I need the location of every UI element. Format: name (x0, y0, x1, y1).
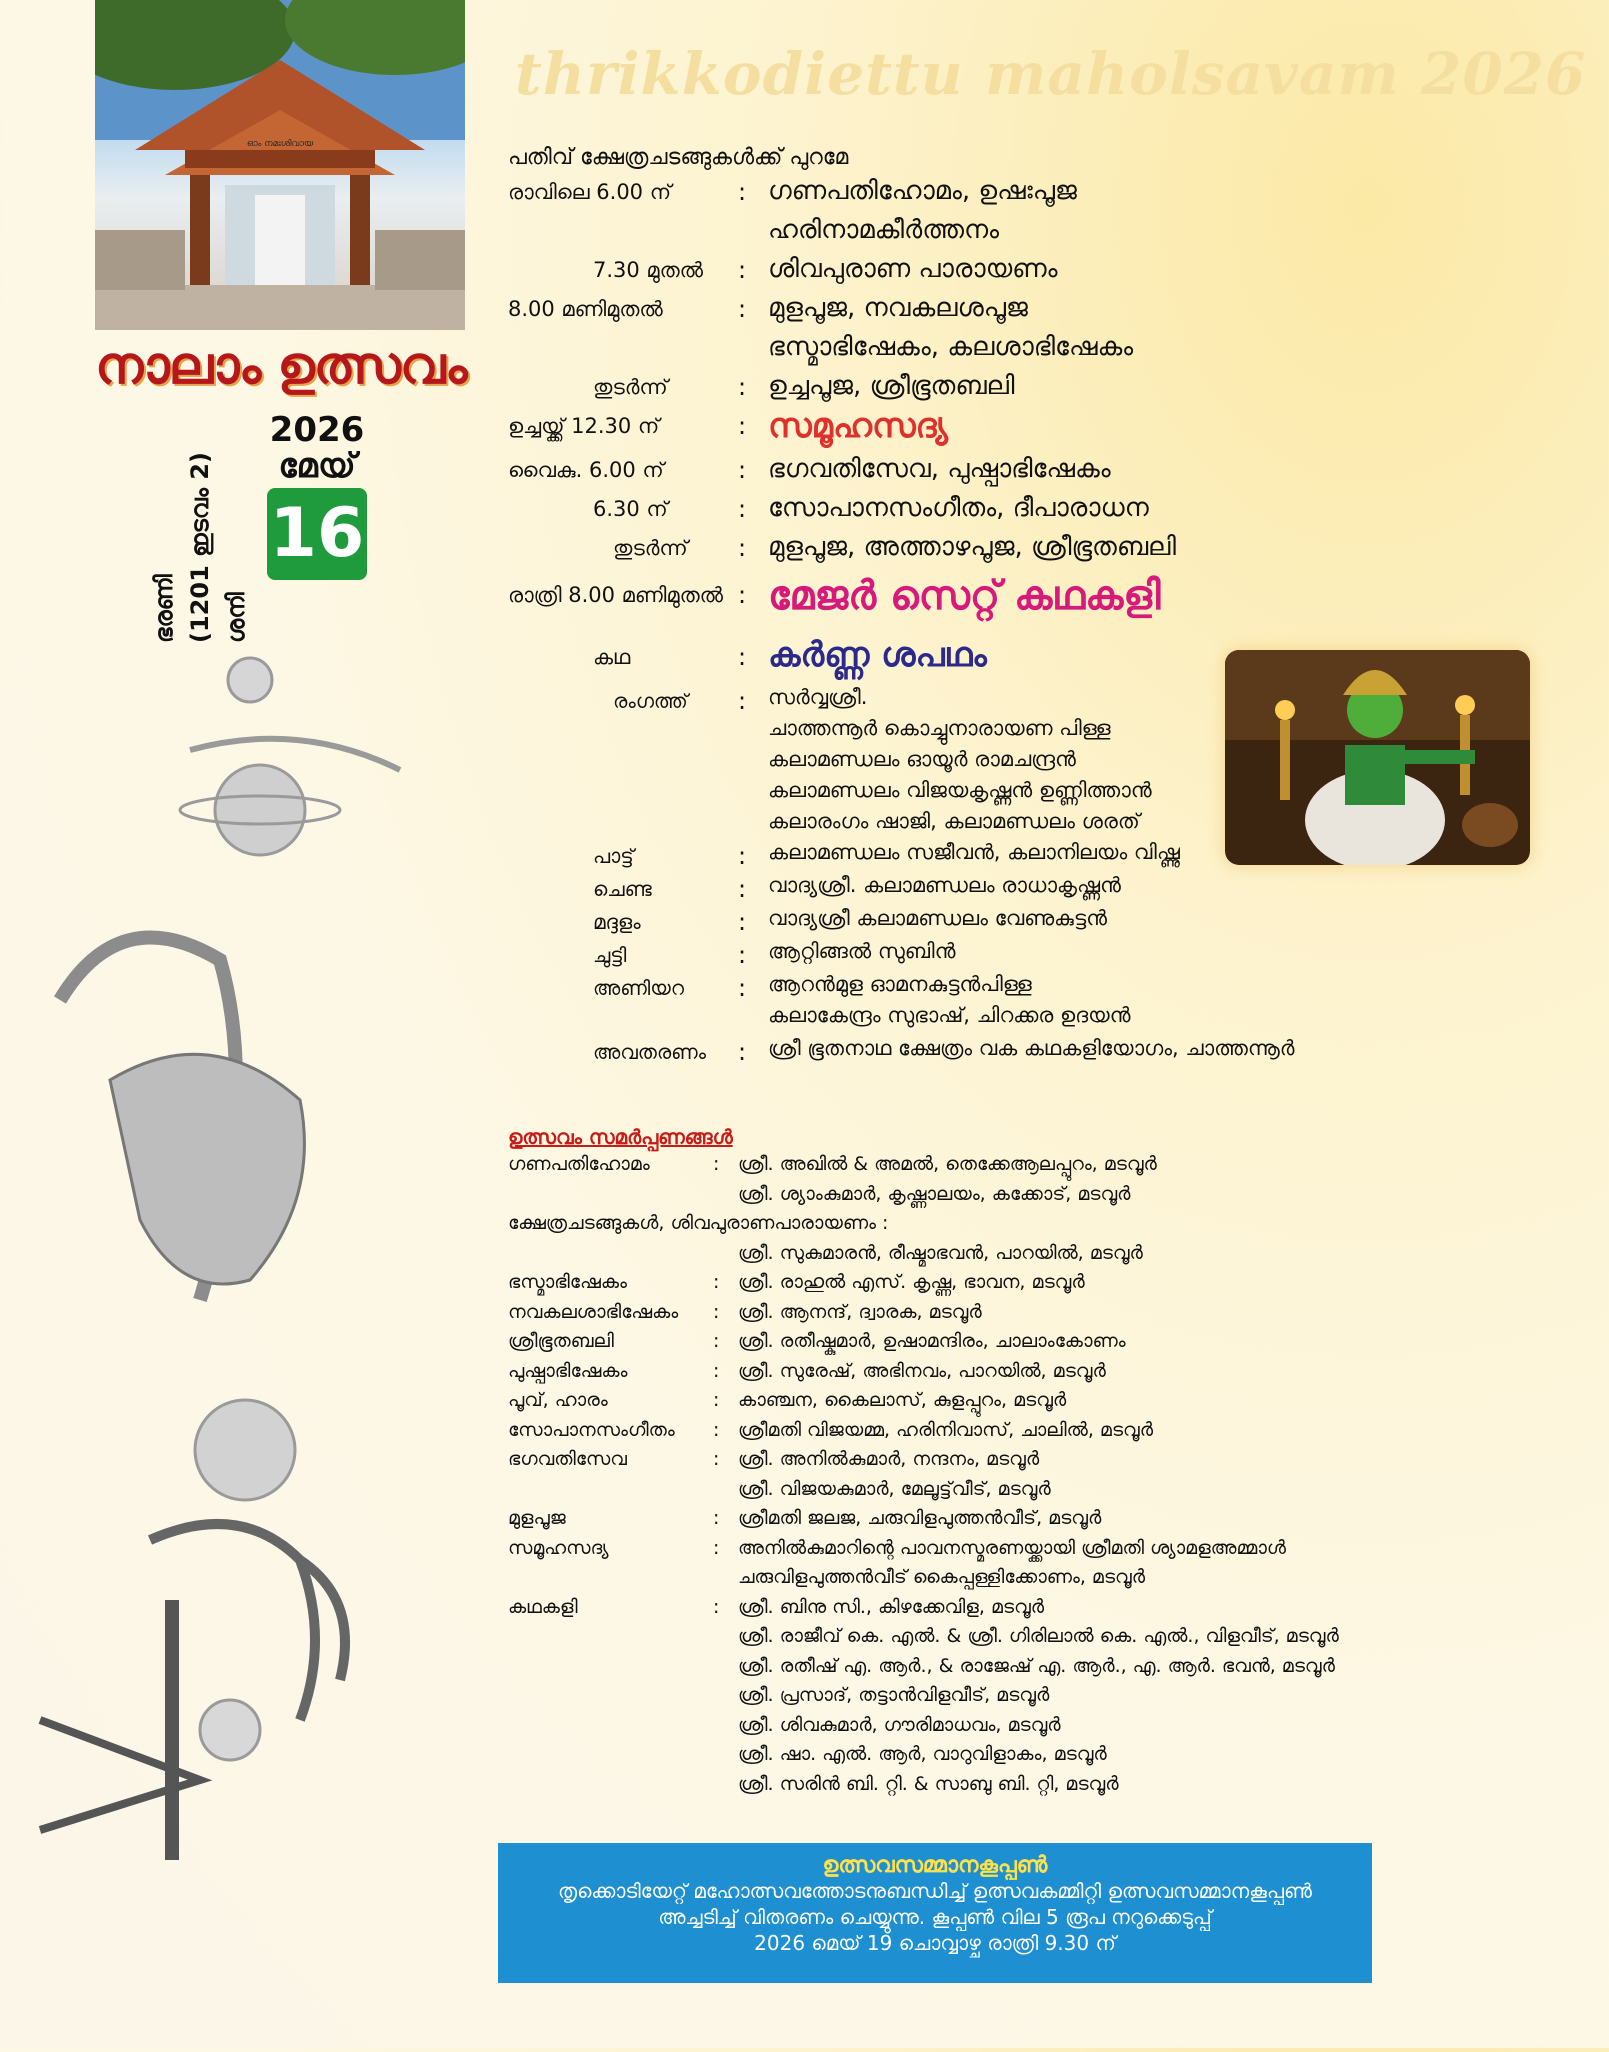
schedule-time: ഉച്ചയ്ക്ക് 12.30 ന് (508, 414, 660, 438)
offering-row (508, 1743, 1408, 1773)
artist-name: കലാകേന്ദ്രം സുഭാഷ്, ചിറക്കര ഉദയൻ (768, 1003, 1131, 1027)
schedule-time: മദ്ദളം (593, 910, 641, 934)
offering-row (508, 1596, 1408, 1626)
coupon-line: 2026 മെയ് 19 ചൊവ്വാഴ്ച രാത്രി 9.30 ന് (754, 1931, 1116, 1955)
schedule-row (508, 493, 1368, 532)
offering-row (508, 1566, 1408, 1596)
offerings-section (508, 1125, 1408, 1802)
schedule-time: തുടർന്ന് (593, 375, 668, 399)
separator: : (738, 178, 747, 206)
separator: : (713, 1330, 720, 1352)
offering-value: ശ്രീ. സുരേഷ്, അഭിനവം, പാറയിൽ, മടവൂർ (738, 1359, 1106, 1382)
separator: : (713, 1271, 720, 1293)
offering-value: ചരുവിളപുത്തൻവീട് കൈപ്പള്ളിക്കോണം, മടവൂർ (738, 1566, 1146, 1588)
separator: : (713, 1536, 720, 1559)
offering-row (508, 1242, 1408, 1272)
star-name: ഭരണി (150, 574, 178, 643)
schedule-time: അവതരണം (593, 1040, 707, 1064)
watermark-text: thrikkodiettu maholsavam 2026 (515, 40, 1587, 108)
schedule-time: രാത്രി 8.00 മണിമുതൽ (508, 583, 724, 607)
schedule-text: ഭഗവതിസേവ, പുഷ്പാഭിഷേകം (768, 454, 1111, 484)
schedule-row (508, 873, 1368, 906)
schedule-time: തുടർന്ന് (613, 536, 688, 560)
schedule-time: അണിയറ (593, 976, 684, 1000)
offering-row (508, 1478, 1408, 1508)
schedule-row (508, 906, 1368, 939)
separator: : (738, 256, 747, 284)
offering-row (508, 1655, 1408, 1685)
schedule-text: മുളപൂജ, അത്താഴപൂജ, ശ്രീഭൂതബലി (768, 532, 1176, 562)
malayalam-calendar-date: (1201 ഇടവം 2) (186, 452, 214, 643)
offering-label: ഗണപതിഹോമം (508, 1153, 650, 1175)
offering-value: ശ്രീ. അഖിൽ & അമൽ, തെക്കേആലപ്പുറം, മടവൂർ (738, 1153, 1157, 1175)
schedule-time: രാവിലെ 6.00 ന് (508, 180, 672, 204)
offering-value: ശ്രീ. ആനന്ദ്, ദ്വാരക, മടവൂർ (738, 1300, 982, 1323)
schedule-text: ഉച്ചപൂജ, ശ്രീഭൂതബലി (768, 371, 1015, 401)
offering-label: പൂവ്, ഹാരം (508, 1389, 608, 1411)
separator: : (713, 1389, 720, 1411)
offering-value: ശ്രീ. രതീഷ് എ. ആർ., & രാജേഷ് എ. ആർ., എ. ആർ. ഭവൻ, മടവൂർ (738, 1654, 1335, 1677)
schedule-row (508, 1003, 1368, 1036)
sadya-highlight: സമൂഹസദ്യ (768, 406, 948, 446)
schedule-row (508, 532, 1368, 571)
prize-coupon-box (498, 1843, 1372, 1983)
offering-label: കഥകളി (508, 1595, 578, 1618)
coupon-line: തൃക്കൊടിയേറ്റ് മഹോത്സവത്തോടനുബന്ധിച്ച് ഉത്സവകമ്മിറ്റി ഉത്സവസമ്മാനകൂപ്പൺ (558, 1879, 1312, 1903)
offerings-heading: ഉത്സവം സമർപ്പണങ്ങൾ (508, 1125, 733, 1149)
date-year: 2026 (269, 410, 365, 450)
separator: : (713, 1507, 720, 1529)
artist-name: കലാരംഗം ഷാജി, കലാമണ്ഡലം ശരത് (768, 809, 1140, 833)
program-schedule (508, 145, 1368, 1069)
offering-row (508, 1301, 1408, 1331)
offering-value: ശ്രീ. അനിൽകുമാർ, നന്ദനം, മടവൂർ (738, 1448, 1040, 1470)
temple-gate-image (95, 0, 465, 330)
separator: : (738, 643, 747, 671)
offering-label: പുഷ്പാഭിഷേകം (508, 1359, 628, 1382)
schedule-heading: പതിവ് ക്ഷേത്രചടങ്ങുകൾക്ക് പുറമേ (508, 145, 849, 170)
offering-label: ക്ഷേത്രചടങ്ങുകൾ, ശിവപുരാണപാരായണം : (508, 1212, 889, 1234)
offering-row (508, 1773, 1408, 1803)
offering-value: ശ്രീമതി വിജയമ്മ, ഹരിനിവാസ്, ചാലിൽ, മടവൂർ (738, 1418, 1154, 1441)
schedule-time: ചുട്ടി (593, 943, 627, 967)
schedule-row (508, 293, 1368, 332)
artist-name: ചാത്തന്നൂർ കൊച്ചുനാരായണ പിള്ള (768, 716, 1111, 740)
schedule-text: മുളപൂജ, നവകലശപൂജ (768, 293, 1028, 323)
offering-value: ശ്രീ. ബിനു സി., കിഴക്കേവിള, മടവൂർ (738, 1595, 1045, 1618)
offering-value: അനിൽകുമാറിന്റെ പാവനസ്മരണയ്ക്കായി ശ്രീമതി ശ്യാമളഅമ്മാൾ (738, 1536, 1286, 1559)
offering-value: ശ്രീ. വിജയകുമാർ, മേലൂട്ട്‌വീട്, മടവൂർ (738, 1477, 1051, 1500)
separator: : (713, 1448, 720, 1470)
separator: : (713, 1153, 720, 1175)
offering-row (508, 1625, 1408, 1655)
schedule-row (508, 571, 1368, 641)
separator: : (738, 875, 747, 903)
separator: : (738, 842, 747, 870)
separator: : (738, 534, 747, 562)
kathakali-highlight: മേജർ സെറ്റ് കഥകളി (768, 573, 1161, 619)
offering-value: ശ്രീ. സുകുമാരൻ, രീഷ്മാഭവൻ, പാറയിൽ, മടവൂർ (738, 1241, 1143, 1264)
schedule-time: രംഗത്ത് (613, 689, 688, 713)
offering-label: മുളപൂജ (508, 1507, 566, 1529)
offering-value: ശ്രീ. ഷാ. എൽ. ആർ, വാറുവിളാകം, മടവൂർ (738, 1743, 1107, 1765)
offering-value: ശ്രീ. രാഹുൽ എസ്. കൃഷ്ണ, ഭാവന, മടവൂർ (738, 1271, 1085, 1293)
offering-row (508, 1360, 1408, 1390)
separator: : (738, 908, 747, 936)
offering-row (508, 1714, 1408, 1744)
offering-label: സമൂഹസദ്യ (508, 1536, 609, 1559)
separator: : (713, 1418, 720, 1441)
offering-row (508, 1153, 1408, 1183)
coupon-title: ഉത്സവസമ്മാനകൂപ്പൺ (822, 1853, 1048, 1878)
artist-name: കലാമണ്ഡലം ഓയൂർ രാമചന്ദ്രൻ (768, 747, 1076, 771)
schedule-text: ആറൻമുള ഓമനകുട്ടൻപിള്ള (768, 972, 1032, 996)
schedule-text: കലാമണ്ഡലം സജീവൻ, കലാനിലയം വിഷ്ണു (768, 840, 1180, 864)
offering-row (508, 1419, 1408, 1449)
schedule-time: 7.30 മുതൽ (593, 258, 704, 282)
offering-row (508, 1507, 1408, 1537)
date-block (262, 412, 372, 580)
offering-value: ശ്രീ. രാജീവ് കെ. എൽ. & ശ്രീ. ഗിരിലാൽ കെ. എൽ., വിളവീട്, മടവൂർ (738, 1625, 1339, 1647)
offering-row (508, 1183, 1408, 1213)
separator: : (713, 1300, 720, 1323)
offering-row (508, 1537, 1408, 1567)
separator: : (738, 581, 747, 609)
offering-row (508, 1271, 1408, 1301)
offering-label: ഭസ്മാഭിഷേകം (508, 1271, 627, 1293)
offering-label: സോപാനസംഗീതം (508, 1418, 675, 1441)
offering-value: ശ്രീ. ശിവകുമാർ, ഗൗരിമാധവം, മടവൂർ (738, 1713, 1061, 1736)
festival-day-title: നാലാം ഉത്സവം (95, 335, 467, 396)
artist-name: കലാമണ്ഡലം വിജയകൃഷ്ണൻ ഉണ്ണിത്താൻ (768, 778, 1152, 802)
schedule-row (508, 332, 1368, 371)
schedule-row (508, 371, 1368, 410)
offering-row (508, 1448, 1408, 1478)
schedule-text: വാദ്യശ്രീ. കലാമണ്ഡലം രാധാകൃഷ്ണൻ (768, 873, 1121, 897)
weekday: ശനി (222, 592, 250, 643)
schedule-row (508, 939, 1368, 972)
schedule-text: ഭസ്മാഭിഷേകം, കലശാഭിഷേകം (768, 332, 1134, 362)
schedule-text: ശ്രീ ഭൂതനാഥ ക്ഷേത്രം വക കഥകളിയോഗം, ചാത്തന്നൂർ (768, 1036, 1295, 1060)
offering-value: കാഞ്ചന, കൈലാസ്, കുളപ്പുറം, മടവൂർ (738, 1389, 1067, 1411)
schedule-text: വാദ്യശ്രീ കലാമണ്ഡലം വേണുകുട്ടൻ (768, 906, 1108, 930)
schedule-time: 6.30 ന് (593, 497, 668, 521)
schedule-row (508, 215, 1368, 254)
offering-value: ശ്രീമതി ജലജ, ചരുവിളപുത്തൻവീട്, മടവൂർ (738, 1507, 1102, 1529)
schedule-row (508, 176, 1368, 215)
separator: : (738, 687, 747, 715)
schedule-time: ചെണ്ട (593, 877, 652, 901)
separator: : (738, 974, 747, 1002)
offering-label: ഭഗവതിസേവ (508, 1448, 627, 1470)
schedule-time: കഥ (593, 645, 631, 669)
schedule-time: വൈകു. 6.00 ന് (508, 458, 664, 482)
left-decoration-strip (0, 0, 490, 2048)
date-month: മേയ് (278, 446, 356, 486)
offering-label: നവകലശാഭിഷേകം (508, 1300, 679, 1323)
schedule-text: സോപാനസംഗീതം, ദീപാരാധന (768, 493, 1149, 523)
separator: : (713, 1359, 720, 1382)
offering-row (508, 1330, 1408, 1360)
coupon-line: അച്ചടിച്ച് വിതരണം ചെയ്യുന്നു. കൂപ്പൺ വില 5 രൂപ നറുക്കെടുപ്പ് (658, 1905, 1212, 1929)
schedule-row (508, 254, 1368, 293)
schedule-row (508, 454, 1368, 493)
schedule-row (508, 972, 1368, 1003)
separator: : (738, 456, 747, 484)
offering-value: ശ്രീ. ശ്യാംകുമാർ, കൃഷ്ണാലയം, കക്കോട്, മടവൂർ (738, 1182, 1131, 1205)
schedule-text: ഹരിനാമകീർത്തനം (768, 215, 1000, 245)
katha-title: കർണ്ണ ശപഥം (768, 635, 987, 675)
separator: : (738, 1038, 747, 1066)
offering-row (508, 1389, 1408, 1419)
separator: : (738, 373, 747, 401)
shiva-sketch-illustration (0, 600, 490, 2048)
separator: : (738, 941, 747, 969)
offering-row (508, 1684, 1408, 1714)
offering-value: ശ്രീ. പ്രസാദ്, തട്ടാൻവിളവീട്, മടവൂർ (738, 1684, 1050, 1706)
schedule-text: ശിവപുരാണ പാരായണം (768, 254, 1058, 284)
date-day-badge: 16 (267, 488, 367, 580)
schedule-text: സർവ്വശ്രീ. (768, 685, 868, 709)
schedule-row (508, 1036, 1368, 1069)
schedule-row (508, 406, 1368, 454)
schedule-text: ഗണപതിഹോമം, ഉഷഃപൂജ (768, 176, 1077, 206)
offering-label: ശ്രീഭൂതബലി (508, 1330, 614, 1352)
schedule-time: 8.00 മണിമുതൽ (508, 297, 663, 321)
schedule-time: പാട്ട് (593, 844, 634, 868)
kathakali-performer-image (1225, 650, 1530, 865)
svg-text:ഓം നമഃശിവായ: ഓം നമഃശിവായ (246, 139, 314, 149)
separator: : (713, 1595, 720, 1618)
offering-row (508, 1212, 1408, 1242)
offering-value: ശ്രീ. സരിൻ ബി. റ്റി. & സാബു ബി. റ്റി, മടവൂർ (738, 1772, 1119, 1795)
separator: : (738, 295, 747, 323)
separator: : (738, 495, 747, 523)
schedule-text: ആറ്റിങ്ങൽ സുബിൻ (768, 939, 956, 963)
separator: : (738, 412, 747, 440)
offering-value: ശ്രീ. രതീഷ്കുമാർ, ഉഷാമന്ദിരം, ചാലാംകോണം (738, 1330, 1126, 1352)
